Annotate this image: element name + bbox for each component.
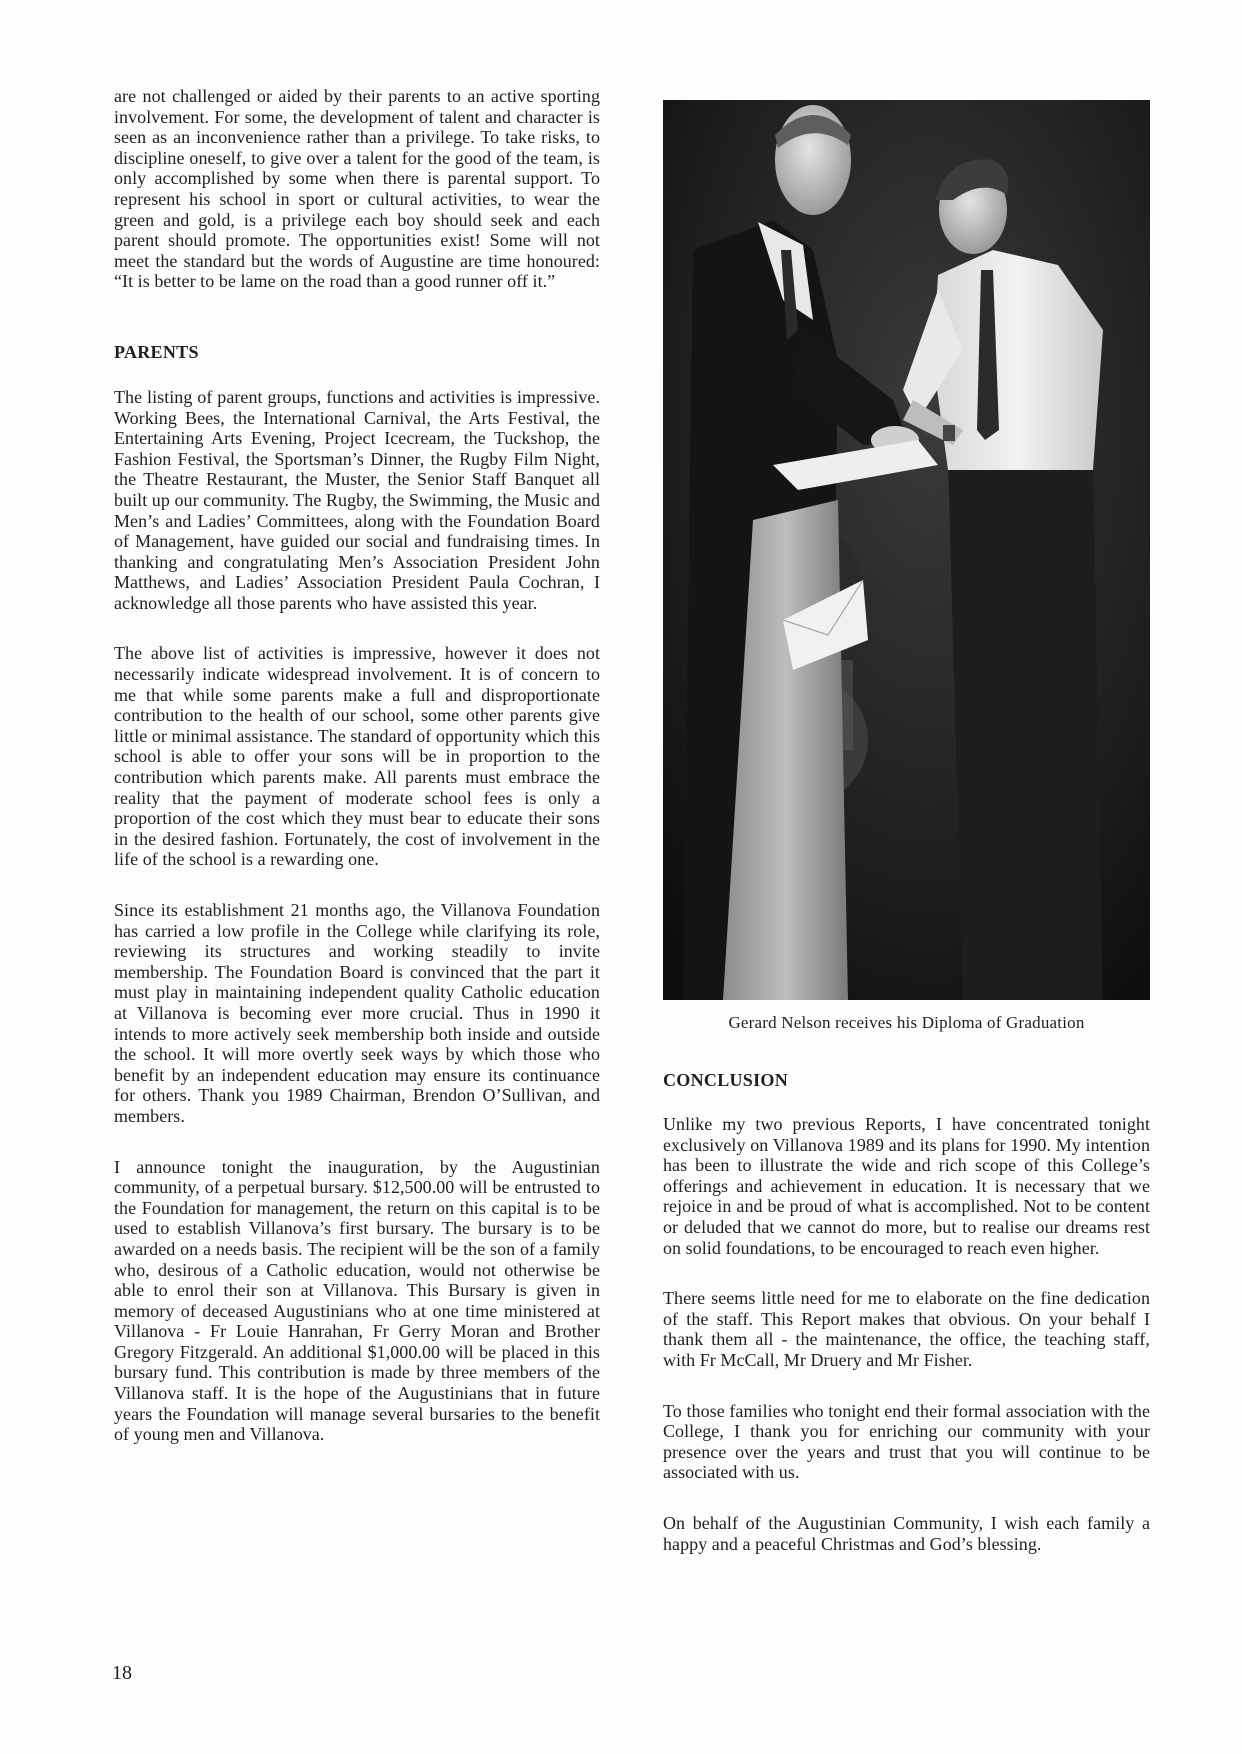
opening-paragraph: are not challenged or aided by their parents to an active sporting involvement. For some, the development of talent and character is seen as an inconvenience rather than a privilege. To take risks, to discipline oneself, to give over a talent for the good of the team, is only accomplished by some when there is parental support. To represent his school in sport or cultural activities, to wear the green and gold, is a privilege each boy should seek and each parent should promote. The opportunities exist! Some will not meet the standard but the words of Augustine are time honoured: “It is better to be lame on the road than a good runner off it.” <box>114 86 600 292</box>
conclusion-heading: CONCLUSION <box>663 1070 789 1090</box>
left-column <box>114 86 600 1475</box>
foundation-paragraph: Since its establishment 21 months ago, the Villanova Foundation has carried a low profile in the College while clarifying its role, reviewing its structures and working steadily to invite membership. The Foundation Board is convinced that the part it must play in maintaining independent quality Catholic education at Villanova is becoming ever more crucial. Thus in 1990 it intends to more actively seek membership both inside and outside the school. It will more overtly seek ways by which those who benefit by an independent education may ensure its continuance for others. Thank you 1989 Chairman, Brendon O’Sullivan, and members. <box>114 900 600 1126</box>
conclusion-paragraph: To those families who tonight end their formal association with the College, I thank you for enriching our community with your presence over the years and trust that you will continue to be associated with us. <box>663 1400 1150 1483</box>
right-column <box>663 100 1150 1584</box>
parents-paragraph: The listing of parent groups, functions and activities is impressive. Working Bees, the International Carnival, the Arts Festival, the Entertaining Arts Evening, Project Icecream, the Tuckshop, the Fashion Festival, the Sportsman’s Dinner, the Rugby Film Night, the Theatre Restaurant, the Muster, the Senior Staff Banquet all built up our community. The Rugby, the Swimming, the Music and Men’s and Ladies’ Committees, along with the Foundation Board of Management, have guided our social and fundraising times. In thanking and congratulating Men’s Association President John Matthews, and Ladies’ Association President Paula Cochran, I acknowledge all those parents who have assisted this year. <box>114 386 600 613</box>
conclusion-paragraph: On behalf of the Augustinian Community, I wish each family a happy and a peaceful Christmas and God’s blessing. <box>663 1512 1150 1554</box>
photo-caption: Gerard Nelson receives his Diploma of Graduation <box>728 1013 1085 1032</box>
graduation-photo <box>663 100 1150 1000</box>
conclusion-paragraph: Unlike my two previous Reports, I have concentrated tonight exclusively on Villanova 1989 and its plans for 1990. My intention has been to illustrate the wide and rich scope of this College’s offerings and achievement in education. It is necessary that we rejoice in and be proud of what is accomplished. Not to be content or deluded that we cannot do more, but to realise our dreams rest on solid foundations, to be encouraged to reach even higher. <box>663 1114 1150 1258</box>
parents-paragraph: The above list of activities is impressive, however it does not necessarily indicate widespread involvement. It is of concern to me that while some parents make a full and disproportionate contribution to the health of our school, some other parents give little or minimal assistance. The standard of opportunity which this school is able to offer your sons will be in proportion to the contribution which parents make. All parents must embrace the reality that the payment of moderate school fees is only a proportion of the cost which they must bear to educate their sons in the desired fashion. Fortunately, the cost of involvement in the life of the school is a rewarding one. <box>114 643 600 870</box>
page-number: 18 <box>112 1662 132 1684</box>
conclusion-paragraph: There seems little need for me to elaborate on the fine dedication of the staff. This Report makes that obvious. On your behalf I thank them all - the maintenance, the office, the teaching staff, with Fr McCall, Mr Druery and Mr Fisher. <box>663 1288 1150 1370</box>
parents-heading: PARENTS <box>114 341 199 362</box>
bursary-paragraph: I announce tonight the inauguration, by the Augustinian community, of a perpetual bursary. $12,500.00 will be entrusted to the Foundation for management, the return on this capital is to be used to establish Villanova’s first bursary. The bursary is to be awarded on a needs basis. The recipient will be the son of a family who, desirous of a Catholic education, would not otherwise be able to enrol their son at Villanova. This Bursary is given in memory of deceased Augustinians who at one time ministered at Villanova - Fr Louie Hanrahan, Fr Gerry Moran and Brother Gregory Fitzgerald. An additional $1,000.00 will be placed in this bursary fund. This contribution is made by three members of the Villanova staff. It is the hope of the Augustinians that in future years the Foundation will manage several bursaries to the benefit of young men and Villanova. <box>114 1156 600 1445</box>
